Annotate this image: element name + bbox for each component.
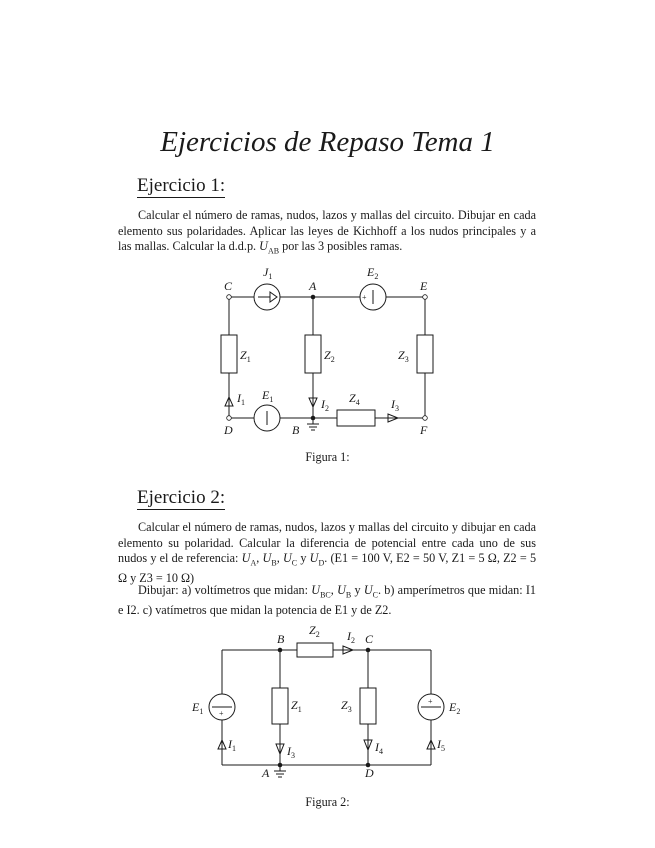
fig1-label-e2: $E_2$	[367, 265, 379, 281]
document-title: Ejercicios de Repaso Tema 1	[160, 126, 495, 158]
fig2-node-d: D	[365, 766, 374, 780]
fig2-label-e1: $E_1$	[192, 700, 204, 716]
fig1-label-z4: $Z_4$	[349, 391, 360, 407]
fig2-label-i3: $I_3$	[287, 744, 295, 760]
fig2-label-i4: $I_4$	[375, 740, 383, 756]
svg-text:+: +	[428, 697, 433, 706]
fig1-label-e1: $E_1$	[262, 388, 274, 404]
fig2-label-i1: $I_1$	[228, 737, 236, 753]
svg-text:+: +	[362, 293, 367, 302]
fig2-node-a: A	[262, 766, 270, 780]
fig2-z1-resistor	[272, 688, 288, 724]
fig2-node-c: C	[365, 632, 374, 646]
fig2-label-z2: $Z_2$	[309, 623, 320, 639]
fig1-node-a: A	[309, 279, 317, 293]
svg-text:+: +	[219, 709, 224, 718]
fig1-label-z3: $Z_3$	[398, 348, 409, 364]
fig2-label-i5: $I_5$	[437, 737, 445, 753]
fig2-label-i2: $I_2$	[347, 629, 355, 645]
fig2-z2-resistor	[297, 643, 333, 657]
fig1-node-b: B	[292, 423, 300, 437]
exercise1-heading: Ejercicio 1:	[137, 175, 226, 196]
fig1-node-c: C	[224, 279, 233, 293]
fig2-label-z1: $Z_1$	[291, 698, 302, 714]
fig2-label-e2: $E_2$	[449, 700, 461, 716]
figure1-caption: Figura 1:	[305, 450, 350, 464]
fig1-label-j1: $J_1$	[263, 265, 273, 281]
fig1-label-z2: $Z_2$	[324, 348, 335, 364]
fig1-node-d: D	[224, 423, 233, 437]
fig2-label-z3: $Z_3$	[341, 698, 352, 714]
fig1-label-i2: $I_2$	[321, 397, 329, 413]
fig2-z3-resistor	[360, 688, 376, 724]
fig2-node-b: B	[277, 632, 285, 646]
fig1-label-i1: $I_1$	[237, 391, 245, 407]
exercise2-text2-body: Dibujar: a) voltímetros que midan: $U_{BC}$, $U_B$ y $U_C$. b) amperímetros que midan: I1 e I2. c) vatímetros que midan la potencia de E1 y de Z2.	[118, 583, 537, 618]
exercise2-heading: Ejercicio 2:	[137, 487, 226, 508]
fig1-node-e: E	[420, 279, 428, 293]
fig1-node-f: F	[420, 423, 428, 437]
fig1-label-i3: $I_3$	[391, 397, 399, 413]
figure2-caption: Figura 2:	[305, 795, 350, 809]
exercise2-text-body: Calcular el número de ramas, nudos, lazos y mallas del circuito y dibujar en cada elemento su polaridad. Calcular la diferencia de potencial entre cada uno de sus nudos y el de referencia: $U_A$, $U_B$, $U_C$ y $U_D$. (E1 = 100 V, E2 = 50 V, Z1 = 5 Ω, Z2 = 5 Ω y Z3 = 10 Ω)	[118, 520, 537, 586]
exercise1-text-body: Calcular el número de ramas, nudos, lazos y mallas del circuito. Dibujar en cada elemento sus polaridades. Aplicar las leyes de Kichhoff a los nudos principales y a las mallas. Calcular la d.d.p. $U_{AB}$ por las 3 posibles ramas.	[118, 208, 536, 256]
fig1-label-z1: $Z_1$	[240, 348, 251, 364]
